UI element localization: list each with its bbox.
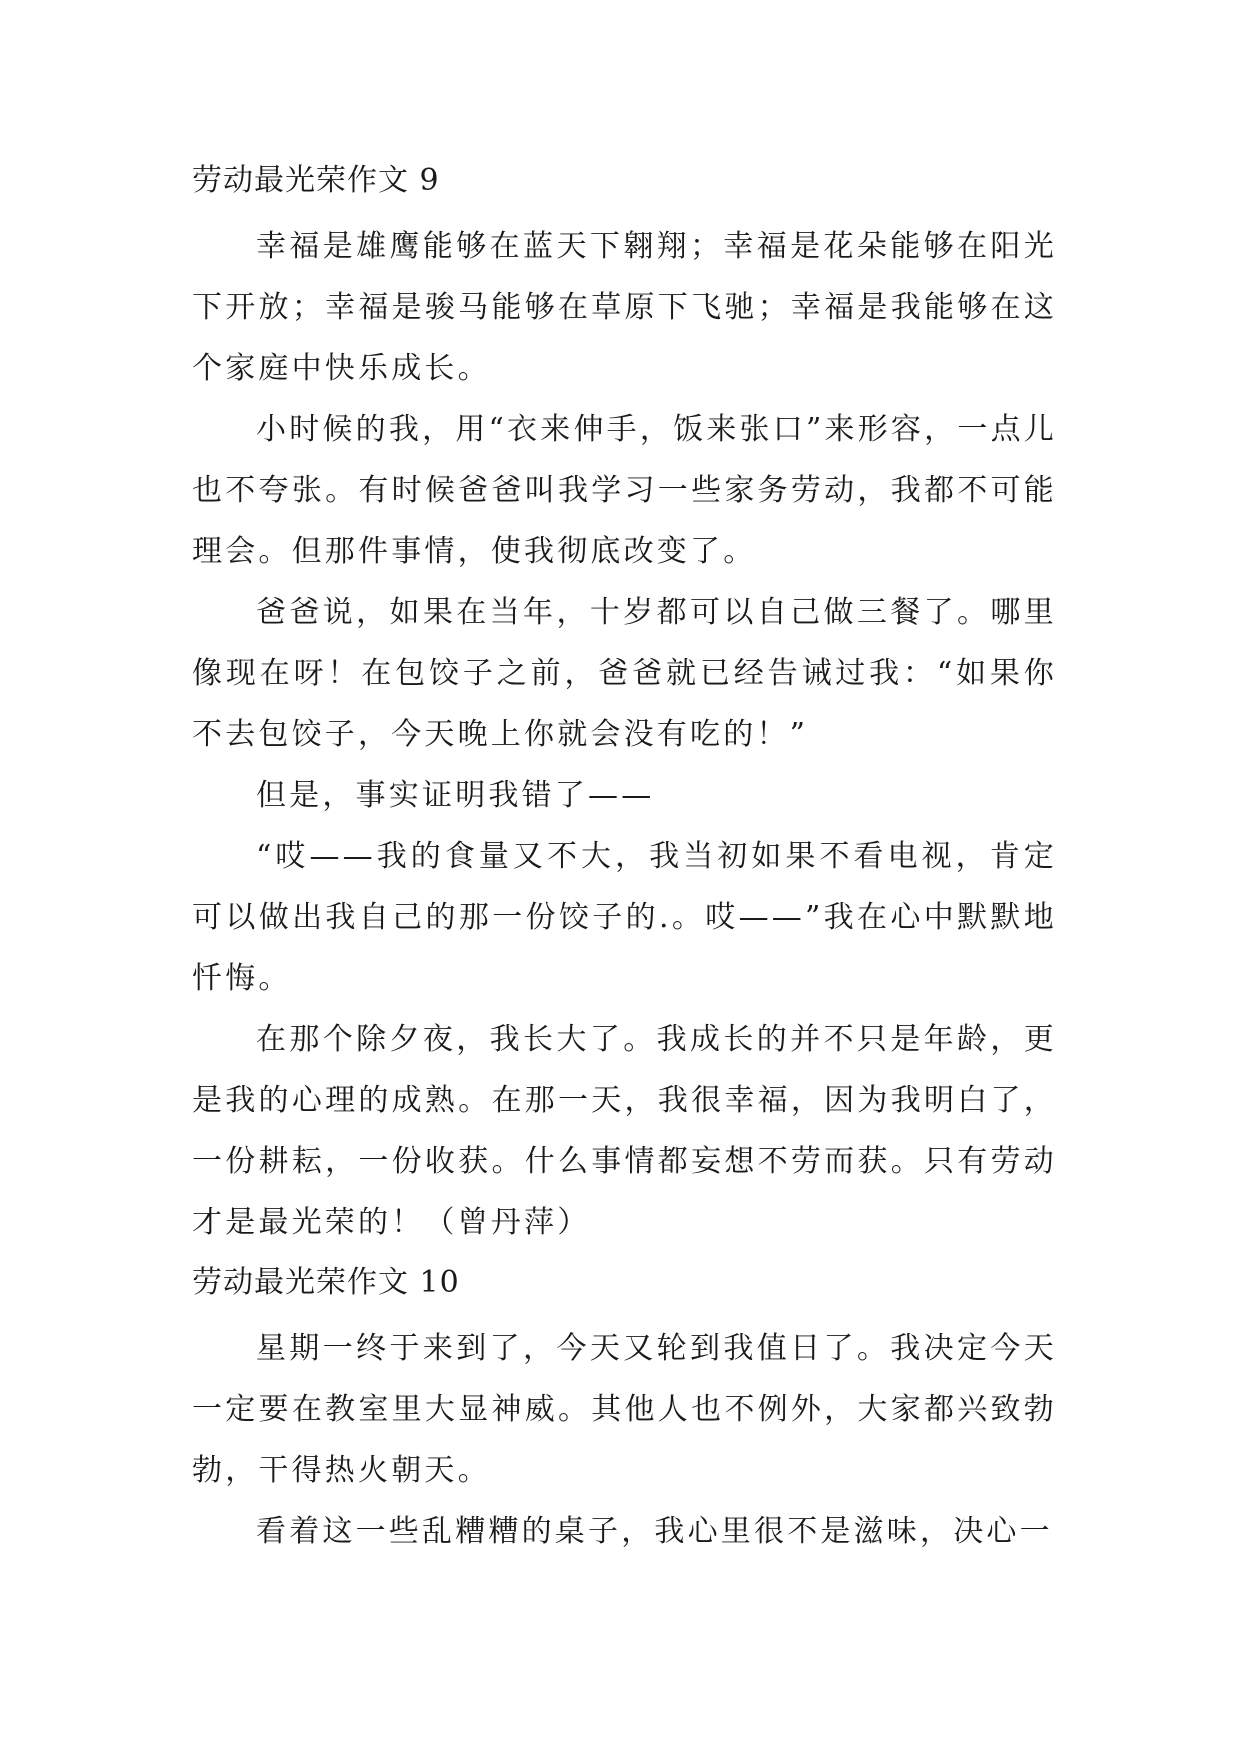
paragraph: “哎——我的食量又不大，我当初如果不看电视，肯定可以做出我自己的那一份饺子的.。哎——”我在心中默默地忏悔。 [192,839,1057,996]
paragraph: 看着这一些乱糟糟的桌子，我心里很不是滋味，决心一 [256,1514,1053,1549]
essay-title: 劳动最光荣作文 9 [192,163,440,198]
paragraph: 但是，事实证明我错了—— [256,778,655,813]
essay-section-10 [192,1260,1057,1562]
paragraph: 爸爸说，如果在当年，十岁都可以自己做三餐了。哪里像现在呀！在包饺子之前，爸爸就已经告诫过我：“如果你不去包饺子，今天晚上你就会没有吃的！” [192,595,1057,752]
paragraph: 在那个除夕夜，我长大了。我成长的并不只是年龄，更是我的心理的成熟。在那一天，我很幸福，因为我明白了，一份耕耘，一份收获。什么事情都妄想不劳而获。只有劳动才是最光荣的！（曾丹萍） [192,1022,1057,1240]
essay-title: 劳动最光荣作文 10 [192,1265,460,1300]
essay-section-9 [192,158,1057,1253]
paragraph: 小时候的我，用“衣来伸手，饭来张口”来形容，一点儿也不夸张。有时候爸爸叫我学习一些家务劳动，我都不可能理会。但那件事情，使我彻底改变了。 [192,412,1057,569]
paragraph: 星期一终于来到了，今天又轮到我值日了。我决定今天一定要在教室里大显神威。其他人也不例外，大家都兴致勃勃，干得热火朝天。 [192,1331,1057,1488]
paragraph: 幸福是雄鹰能够在蓝天下翱翔；幸福是花朵能够在阳光下开放；幸福是骏马能够在草原下飞驰；幸福是我能够在这个家庭中快乐成长。 [192,229,1057,386]
